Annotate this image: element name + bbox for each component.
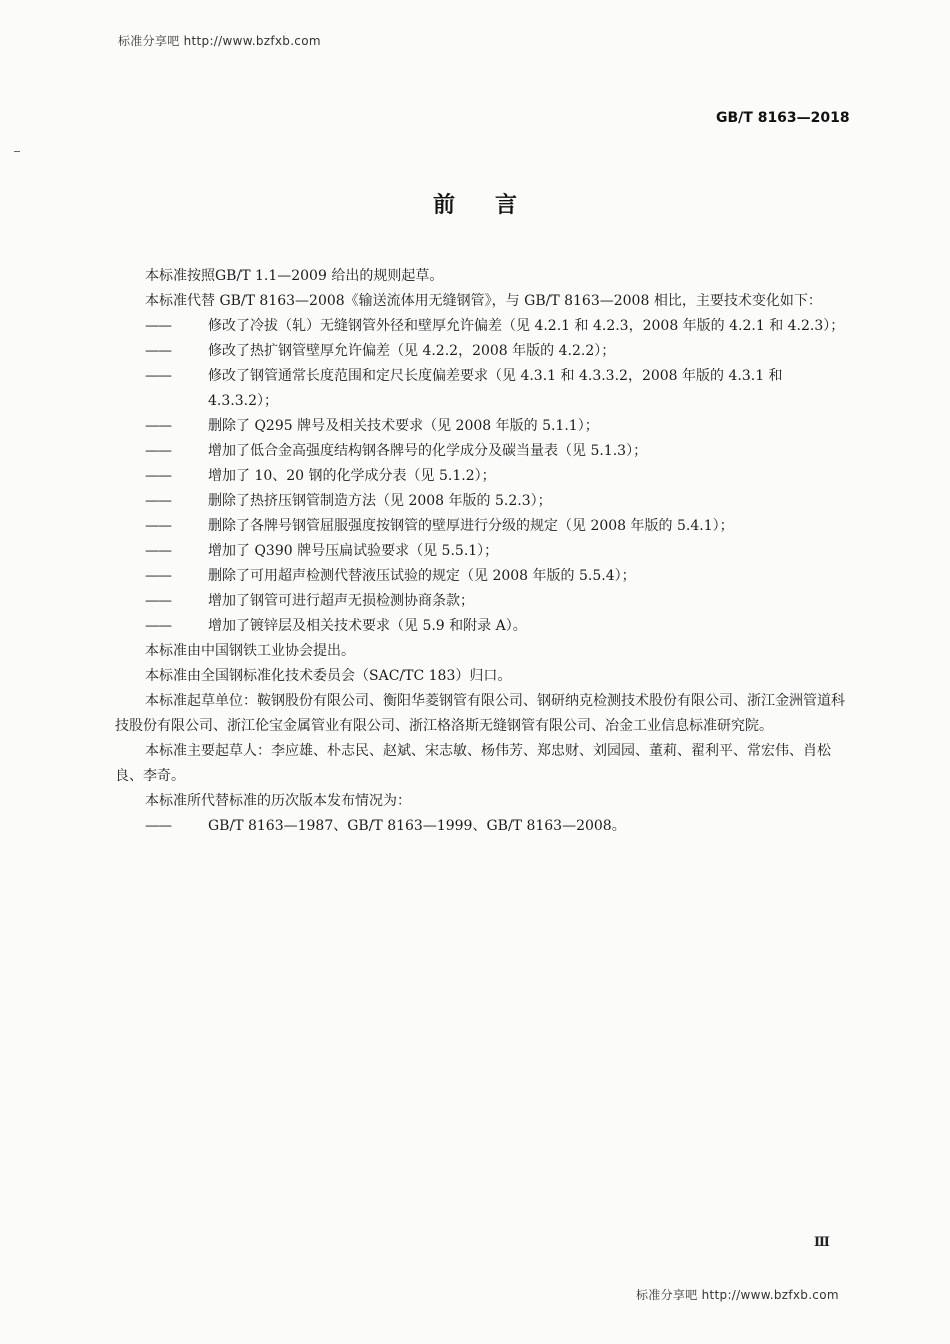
change-item: —— 修改了冷拔（轧）无缝钢管外径和壁厚允许偏差（见 4.2.1 和 4.2.3，2008 年版的 4.2.1 和 4.2.3）； xyxy=(145,318,845,334)
committee-paragraph: 本标准由全国钢标准化技术委员会（SAC/TC 183）归口。 xyxy=(145,668,512,684)
change-item: —— 删除了 Q295 牌号及相关技术要求（见 2008 年版的 5.1.1）； xyxy=(145,418,599,434)
page-number: Ⅲ xyxy=(814,1235,830,1250)
intro-paragraph: 本标准按照GB/T 1.1—2009 给出的规则起草。 xyxy=(145,268,444,284)
document-body xyxy=(115,264,850,839)
change-item: —— 增加了 Q390 牌号压扁试验要求（见 5.5.1）； xyxy=(145,543,499,559)
watermark-top: 标准分享吧 http://www.bzfxb.com xyxy=(118,34,321,48)
proposer-paragraph: 本标准由中国钢铁工业协会提出。 xyxy=(145,643,355,659)
history-item: —— GB/T 8163—1987、GB/T 8163—1999、GB/T 8163—2008。 xyxy=(145,818,626,834)
drafters-paragraph: 本标准主要起草人：李应雄、朴志民、赵斌、宋志敏、杨伟芳、郑忠财、刘园园、董莉、翟利平、常宏伟、肖松良、李奇。 xyxy=(115,743,831,784)
change-item: —— 增加了钢管可进行超声无损检测协商条款； xyxy=(145,593,474,609)
change-item: —— 增加了 10、20 钢的化学成分表（见 5.1.2）； xyxy=(145,468,496,484)
scan-speck xyxy=(14,151,20,152)
change-item: —— 修改了钢管通常长度范围和定尺长度偏差要求（见 4.3.1 和 4.3.3.2，2008 年版的 4.3.1 和 4.3.3.2）； xyxy=(145,368,783,409)
drafting-units-paragraph: 本标准起草单位：鞍钢股份有限公司、衡阳华菱钢管有限公司、钢研纳克检测技术股份有限公司、浙江金洲管道科技股份有限公司、浙江伦宝金属管业有限公司、浙江格洛斯无缝钢管有限公司、冶金工业信息标准研究院。 xyxy=(115,693,845,734)
watermark-bottom: 标准分享吧 http://www.bzfxb.com xyxy=(636,1288,839,1302)
change-item: —— 删除了可用超声检测代替液压试验的规定（见 2008 年版的 5.5.4）； xyxy=(145,568,636,584)
intro-paragraph: 本标准代替 GB/T 8163—2008《输送流体用无缝钢管》，与 GB/T 8163—2008 相比，主要技术变化如下： xyxy=(145,293,822,309)
change-item: —— 修改了热扩钢管壁厚允许偏差（见 4.2.2，2008 年版的 4.2.2）； xyxy=(145,343,616,359)
history-intro-paragraph: 本标准所代替标准的历次版本发布情况为： xyxy=(145,793,411,809)
page-title: 前言 xyxy=(432,193,557,218)
change-item: —— 删除了热挤压钢管制造方法（见 2008 年版的 5.2.3）； xyxy=(145,493,552,509)
standard-code: GB/T 8163—2018 xyxy=(716,110,850,126)
change-item: —— 增加了镀锌层及相关技术要求（见 5.9 和附录 A）。 xyxy=(145,618,527,634)
change-item: —— 删除了各牌号钢管屈服强度按钢管的壁厚进行分级的规定（见 2008 年版的 5.4.1）； xyxy=(145,518,734,534)
change-item: —— 增加了低合金高强度结构钢各牌号的化学成分及碳当量表（见 5.1.3）； xyxy=(145,443,648,459)
